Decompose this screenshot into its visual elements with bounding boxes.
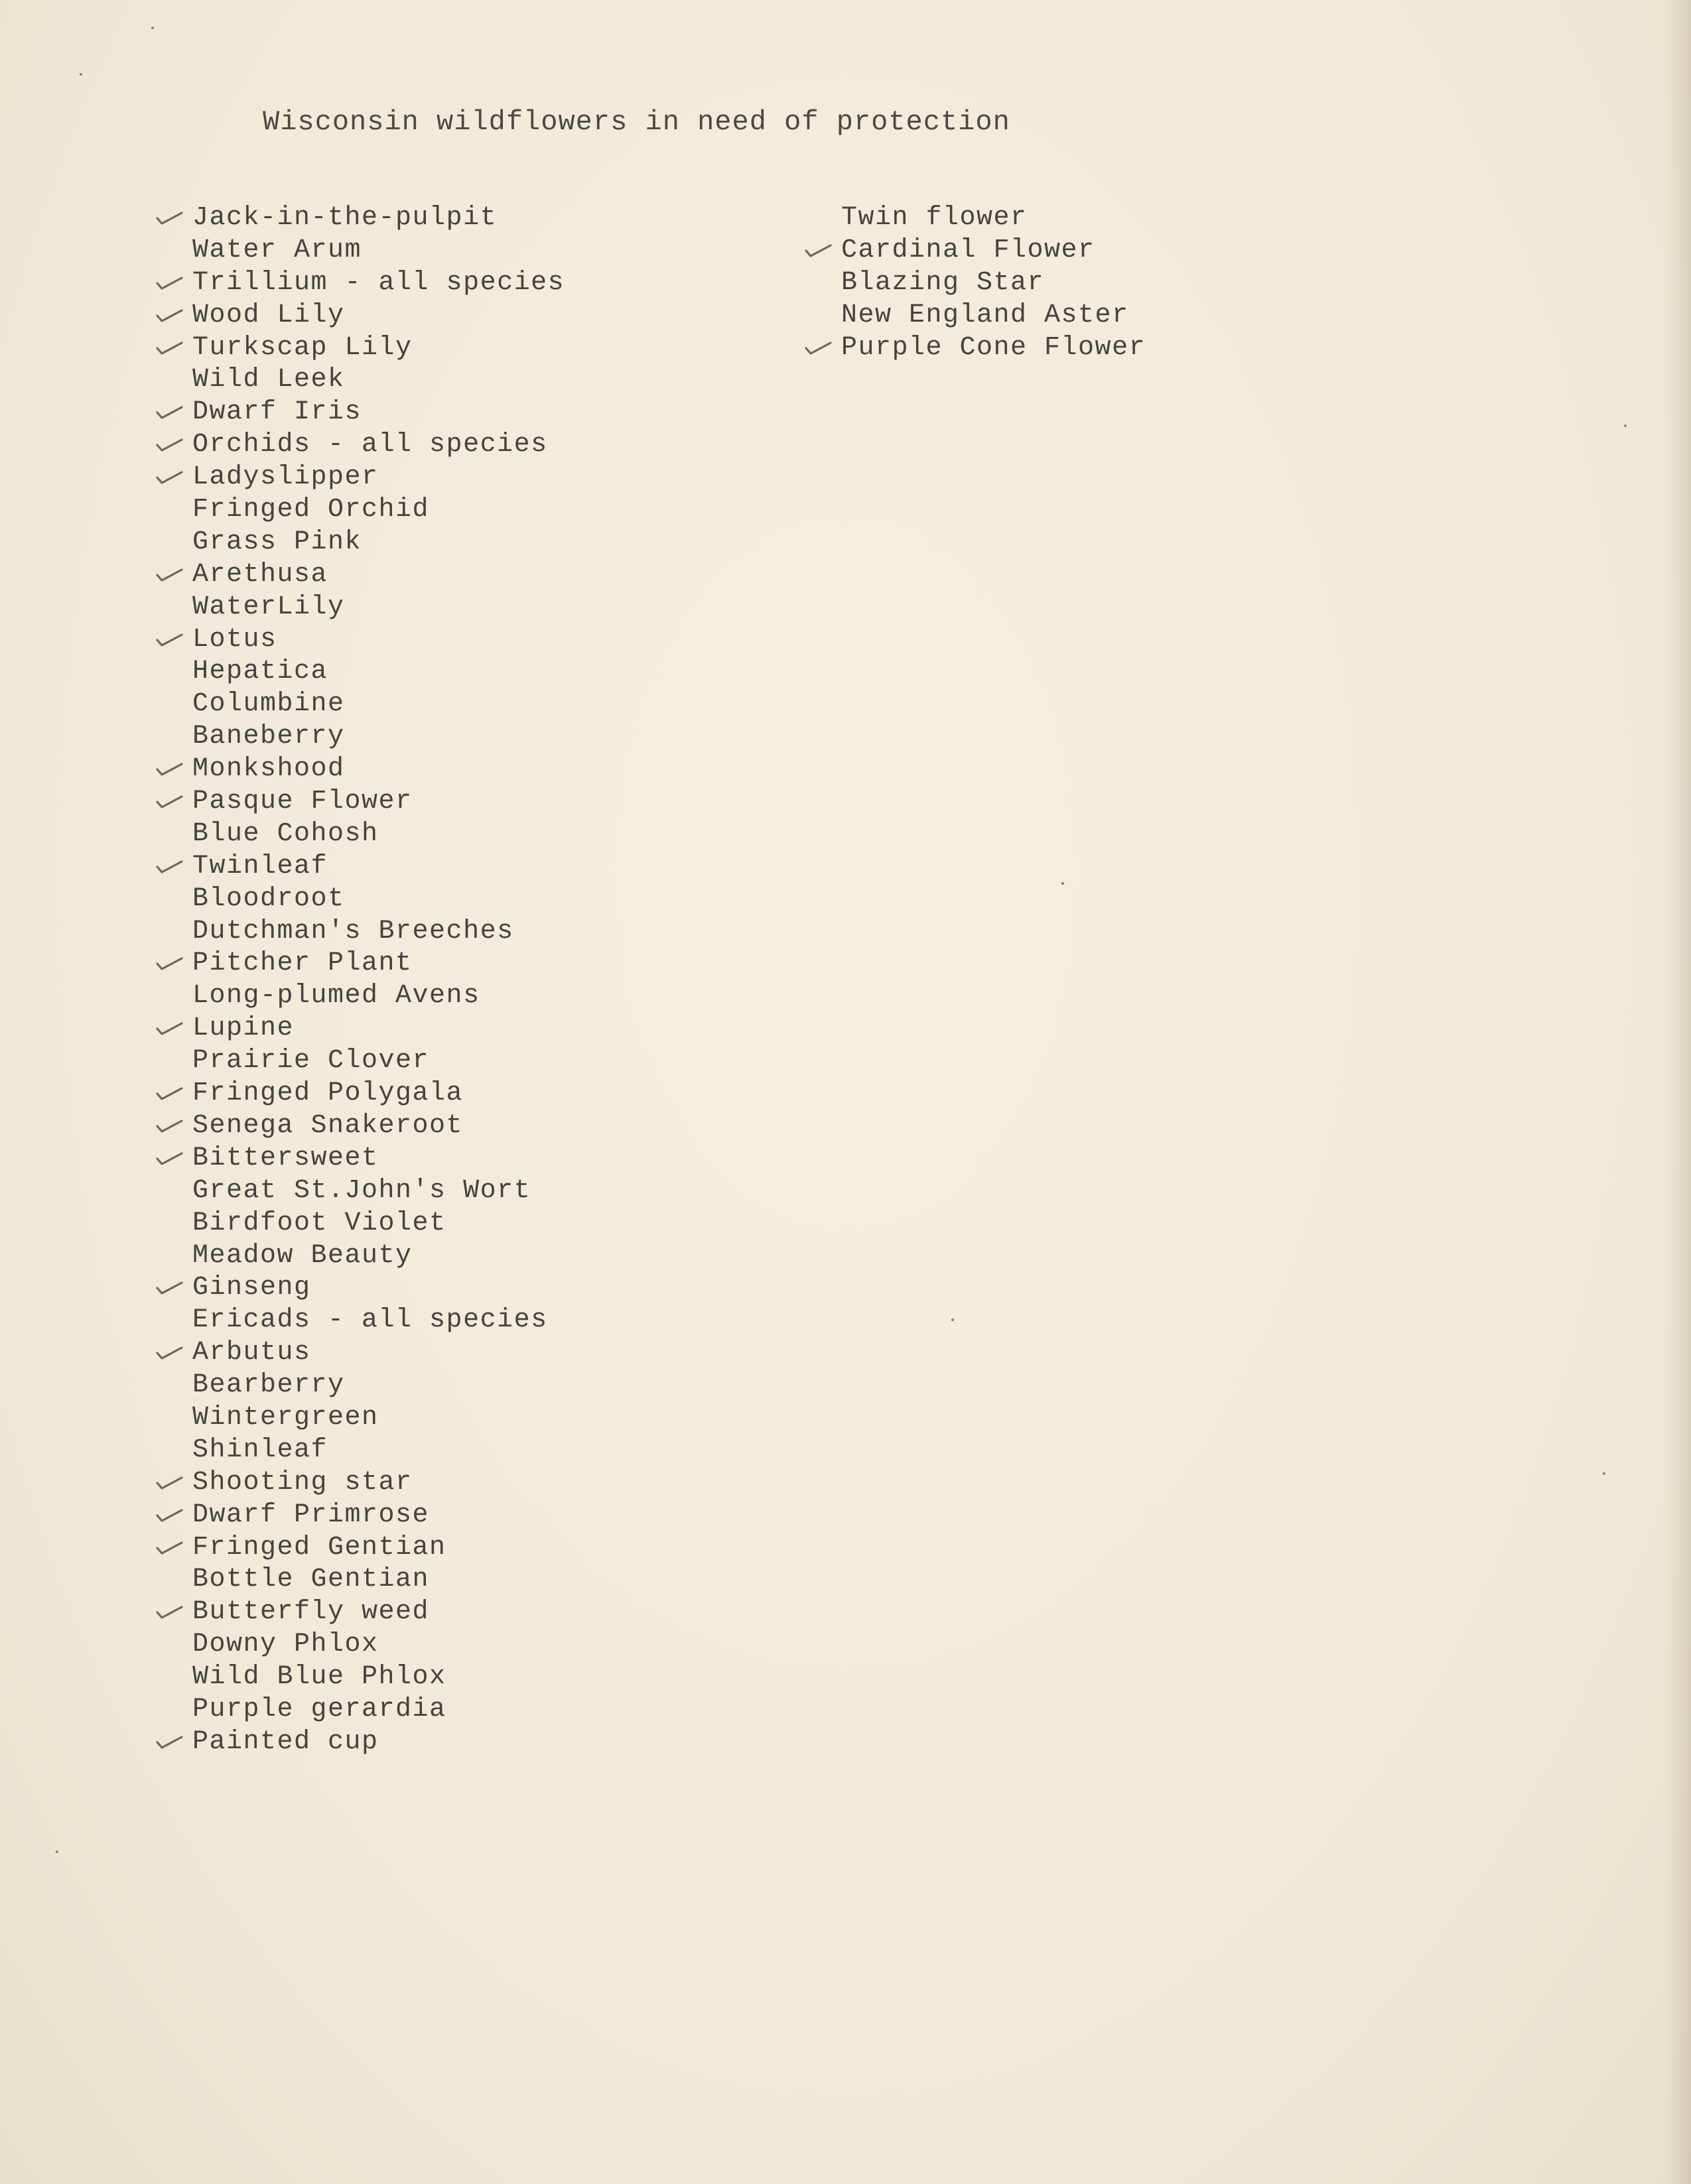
list-item: [192, 1726, 565, 1759]
list-item-label: Fringed Polygala: [192, 1078, 464, 1109]
checkmark-icon: [153, 559, 186, 592]
list-item: [192, 1305, 565, 1337]
list-item-label: Lupine: [192, 1013, 295, 1044]
list-item: [192, 818, 565, 851]
list-item-label: Ericads - all species: [192, 1305, 548, 1336]
list-item: [192, 1143, 565, 1175]
list-item-label: Ginseng: [192, 1273, 311, 1303]
checkmark-icon: [153, 462, 186, 494]
list-item-label: Fringed Orchid: [192, 495, 430, 525]
checkmark-icon: [153, 267, 186, 300]
list-item-label: Blazing Star: [841, 267, 1045, 298]
list-item: [841, 235, 1146, 267]
list-item: [192, 1435, 565, 1467]
list-item: [192, 786, 565, 818]
list-item-label: Monkshood: [192, 754, 345, 785]
checkmark-icon: [153, 624, 186, 657]
list-item: [192, 721, 565, 753]
list-item-label: Hepatica: [192, 657, 328, 687]
checkmark-icon: [153, 1013, 186, 1045]
paper-speck: [1624, 424, 1627, 427]
checkmark-icon: [153, 202, 186, 235]
list-item: [192, 527, 565, 559]
list-item: [192, 916, 565, 948]
checkmark-icon: [153, 1110, 186, 1143]
list-item-label: Trillium - all species: [192, 267, 565, 298]
paper-speck: [151, 27, 154, 29]
list-item-label: Grass Pink: [192, 527, 362, 557]
list-item: [192, 688, 565, 721]
list-item-label: Painted cup: [192, 1726, 379, 1757]
left-flower-list: [192, 202, 565, 1759]
list-item-label: Downy Phlox: [192, 1630, 379, 1660]
list-item-label: Pasque Flower: [192, 787, 413, 817]
checkmark-icon: [153, 332, 186, 365]
paper-speck: [56, 1850, 58, 1853]
list-item-label: Prairie Clover: [192, 1046, 430, 1076]
list-item-label: Purple Cone Flower: [841, 332, 1146, 363]
checkmark-icon: [153, 1596, 186, 1629]
list-item-label: Cardinal Flower: [841, 235, 1095, 265]
list-item-label: New England Aster: [841, 300, 1129, 330]
paper-speck: [1061, 882, 1064, 885]
checkmark-icon: [153, 397, 186, 429]
list-item-label: Orchids - all species: [192, 430, 548, 460]
list-item: [192, 1629, 565, 1661]
list-item-label: Lotus: [192, 624, 277, 655]
list-item: [192, 851, 565, 883]
list-item-label: Butterfly weed: [192, 1597, 430, 1628]
list-item: [192, 364, 565, 397]
list-item-label: Shooting star: [192, 1467, 413, 1498]
list-item-label: Wild Blue Phlox: [192, 1662, 446, 1693]
list-item-label: Pitcher Plant: [192, 948, 413, 979]
list-item: [192, 1532, 565, 1565]
list-item: [192, 948, 565, 980]
checkmark-icon: [153, 1272, 186, 1305]
list-item: [192, 1370, 565, 1402]
list-item-label: Wood Lily: [192, 300, 345, 330]
list-item-label: WaterLily: [192, 592, 345, 622]
paper-speck: [80, 73, 82, 76]
list-item: [841, 267, 1146, 300]
list-item: [192, 1110, 565, 1143]
list-item-label: Bloodroot: [192, 883, 345, 914]
list-item-label: Arethusa: [192, 559, 328, 590]
checkmark-icon: [153, 753, 186, 786]
list-item: [192, 1175, 565, 1208]
list-item-label: Great St.John's Wort: [192, 1175, 531, 1206]
list-item: [192, 332, 565, 365]
list-item: [192, 235, 565, 267]
list-item: [192, 1045, 565, 1078]
list-item-label: Bearberry: [192, 1370, 345, 1401]
paper-edge-shadow: [1664, 0, 1691, 2184]
list-item-label: Blue Cohosh: [192, 818, 379, 849]
list-item-label: Arbutus: [192, 1338, 311, 1368]
list-item: [192, 1596, 565, 1629]
list-item: [192, 1208, 565, 1240]
list-item: [192, 1013, 565, 1045]
list-item: [841, 332, 1146, 365]
checkmark-icon: [153, 1078, 186, 1110]
list-item: [192, 624, 565, 657]
list-item-label: Bittersweet: [192, 1143, 379, 1173]
list-item-label: Columbine: [192, 689, 345, 720]
list-item: [192, 1661, 565, 1694]
right-flower-list: [841, 202, 1146, 364]
paper-speck: [1603, 1472, 1605, 1475]
list-item-label: Jack-in-the-pulpit: [192, 203, 498, 233]
list-item: [192, 429, 565, 462]
list-item-label: Dwarf Primrose: [192, 1500, 430, 1530]
checkmark-icon: [153, 1532, 186, 1565]
list-item: [192, 1272, 565, 1305]
list-item-label: Long-plumed Avens: [192, 981, 480, 1011]
list-item: [192, 753, 565, 786]
checkmark-icon: [153, 1337, 186, 1370]
list-item-label: Wintergreen: [192, 1402, 379, 1433]
list-item-label: Senega Snakeroot: [192, 1110, 464, 1141]
list-item: [192, 462, 565, 494]
list-item-label: Fringed Gentian: [192, 1532, 446, 1563]
list-item-label: Shinleaf: [192, 1435, 328, 1465]
checkmark-icon: [153, 1467, 186, 1500]
list-item: [192, 980, 565, 1013]
list-item: [192, 494, 565, 527]
list-item: [192, 1402, 565, 1435]
checkmark-icon: [153, 786, 186, 818]
list-item: [192, 267, 565, 300]
list-item: [192, 1500, 565, 1532]
list-item: [192, 1337, 565, 1370]
list-item: [192, 656, 565, 688]
list-item: [192, 592, 565, 624]
checkmark-icon: [801, 235, 835, 267]
list-item-label: Twin flower: [841, 203, 1028, 233]
checkmark-icon: [153, 300, 186, 332]
paper-speck: [951, 1318, 954, 1321]
list-item: [192, 202, 565, 235]
list-item-label: Baneberry: [192, 722, 345, 752]
checkmark-icon: [153, 1726, 186, 1759]
list-item: [841, 300, 1146, 332]
list-item-label: Purple gerardia: [192, 1694, 446, 1724]
list-item-label: Birdfoot Violet: [192, 1208, 446, 1238]
list-item-label: Dwarf Iris: [192, 397, 362, 428]
list-item: [192, 397, 565, 429]
checkmark-icon: [153, 1143, 186, 1175]
page-title: Wisconsin wildflowers in need of protection: [263, 106, 1010, 138]
list-item: [841, 202, 1146, 235]
checkmark-icon: [801, 332, 835, 365]
list-item: [192, 1694, 565, 1726]
list-item: [192, 1467, 565, 1500]
checkmark-icon: [153, 948, 186, 980]
list-item-label: Twinleaf: [192, 851, 328, 881]
list-item-label: Bottle Gentian: [192, 1565, 430, 1595]
list-item-label: Meadow Beauty: [192, 1240, 413, 1271]
list-item-label: Ladyslipper: [192, 462, 379, 493]
checkmark-icon: [153, 429, 186, 462]
list-item-label: Dutchman's Breeches: [192, 916, 514, 946]
list-item-label: Wild Leek: [192, 365, 345, 395]
list-item: [192, 300, 565, 332]
list-item: [192, 1078, 565, 1110]
list-item: [192, 559, 565, 592]
checkmark-icon: [153, 851, 186, 883]
list-item: [192, 1564, 565, 1596]
list-item: [192, 1240, 565, 1273]
list-item-label: Turkscap Lily: [192, 332, 413, 363]
list-item-label: Water Arum: [192, 235, 362, 265]
list-item: [192, 883, 565, 916]
checkmark-icon: [153, 1500, 186, 1532]
